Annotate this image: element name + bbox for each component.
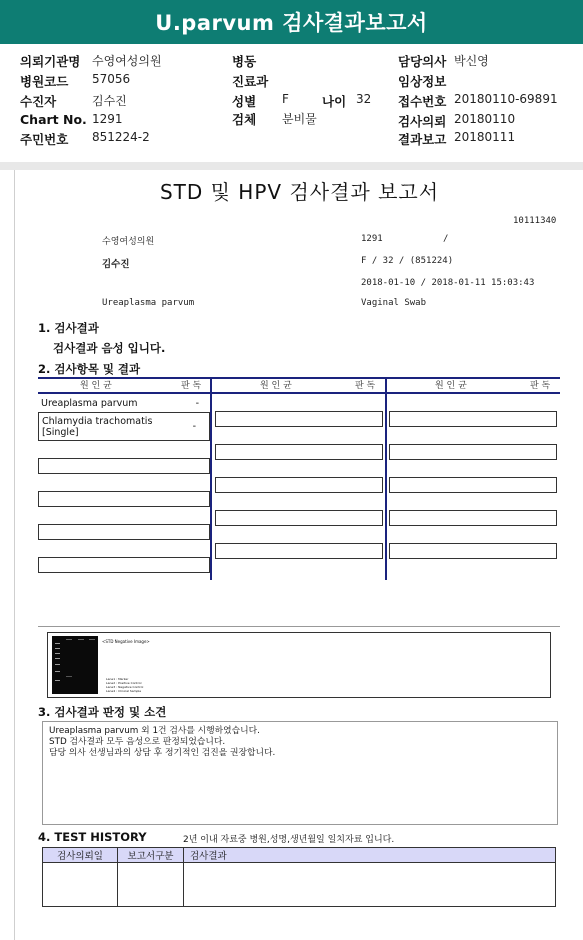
chart-value: 1291	[92, 112, 123, 126]
empty-result-box	[215, 411, 383, 427]
image-notes	[106, 677, 143, 693]
gel-band	[55, 658, 60, 659]
empty-result-box	[215, 444, 383, 460]
hospital-value: 수영여성의원	[92, 54, 162, 68]
gel-band	[66, 639, 72, 640]
ward-label: 병동	[232, 54, 257, 69]
history-cell	[43, 863, 118, 907]
receipt-label: 접수번호	[398, 94, 447, 109]
empty-result-box	[215, 477, 383, 493]
empty-result-box	[215, 510, 383, 526]
pathogen-result: -	[192, 421, 196, 432]
gel-band	[89, 639, 95, 640]
age-label: 나이	[322, 94, 347, 109]
pathogen-name: Ureaplasma parvum	[41, 398, 138, 409]
opinion-line: STD 검사결과 모두 음성으로 판정되었습니다.	[49, 737, 226, 747]
empty-result-box	[389, 477, 557, 493]
col-pathogen-1: 원 인 균	[80, 381, 112, 391]
grid-divider-1	[210, 377, 212, 580]
request-label: 검사의뢰	[398, 114, 447, 129]
gel-band	[55, 648, 60, 649]
col-result-1: 판 독	[181, 381, 202, 391]
chart-label: Chart No.	[20, 112, 87, 127]
dept-label: 진료과	[232, 74, 269, 89]
empty-result-box	[215, 543, 383, 559]
result-row	[41, 398, 209, 409]
patient-value: 김수진	[92, 94, 127, 108]
report-code: 10111340	[513, 216, 557, 226]
specimen-label: 검체	[232, 112, 257, 127]
history-cell	[118, 863, 184, 907]
image-note: Lane3 : Negative Control	[106, 685, 144, 689]
image-top-rule	[38, 626, 560, 627]
sex-label: 성별	[232, 94, 257, 109]
image-caption: <STD Negative Image>	[102, 639, 150, 644]
sex-value: F	[282, 92, 289, 106]
empty-result-box	[38, 557, 210, 573]
gel-band	[78, 639, 84, 640]
grid-divider-2	[385, 377, 387, 580]
gel-band	[55, 643, 60, 644]
gel-band	[55, 664, 60, 665]
grid-header-rule	[38, 392, 560, 394]
col-pathogen-3: 원 인 균	[435, 381, 467, 391]
doctor-label: 담당의사	[398, 54, 447, 69]
history-cell	[184, 863, 556, 907]
history-table	[42, 847, 556, 907]
report-date-label: 결과보고	[398, 132, 447, 147]
empty-result-box	[38, 491, 210, 507]
doc-sex-age: F / 32 / (851224)	[361, 256, 454, 266]
section-2-title: 2. 검사항목 및 결과	[38, 362, 141, 376]
doctor-value: 박신영	[454, 54, 489, 68]
doc-specimen: Vaginal Swab	[361, 298, 427, 308]
grid-top-rule	[38, 377, 560, 379]
resident-value: 851224-2	[92, 130, 150, 144]
table-row	[43, 863, 556, 907]
doc-chart-slash: /	[443, 234, 449, 244]
history-note: 2년 이내 자료중 병원,성명,생년월일 일치자료 입니다.	[183, 835, 395, 845]
col-result-3: 판 독	[530, 381, 551, 391]
history-col-header: 검사의뢰일	[43, 848, 118, 863]
gel-band	[55, 671, 60, 672]
hospital-label: 의뢰기관명	[20, 54, 81, 69]
empty-result-box	[389, 411, 557, 427]
doc-dates: 2018-01-10 / 2018-01-11 15:03:43	[361, 278, 535, 288]
result-text: 검사결과 음성 입니다.	[53, 341, 166, 355]
doc-patient: 김수진	[102, 259, 130, 270]
gel-electrophoresis-image	[52, 636, 98, 694]
request-value: 20180110	[454, 112, 516, 126]
report-header-title: U.parvum 검사결과보고서	[155, 11, 428, 35]
empty-result-box	[389, 510, 557, 526]
image-note: Lane2 : Positive Control	[106, 681, 142, 685]
document-title: STD 및 HPV 검사결과 보고서	[159, 180, 440, 204]
empty-result-box	[38, 458, 210, 474]
clinical-label: 임상정보	[398, 74, 447, 89]
history-col-header: 보고서구분	[118, 848, 184, 863]
patient-label: 수진자	[20, 94, 57, 109]
section-1-title: 1. 검사결과	[38, 321, 99, 335]
section-3-title: 3. 검사결과 판정 및 소견	[38, 705, 167, 719]
hospital-code-value: 57056	[92, 72, 131, 86]
resident-label: 주민번호	[20, 132, 69, 147]
patient-info-panel	[0, 44, 583, 162]
report-header	[0, 0, 583, 44]
doc-chart: 1291	[361, 234, 383, 244]
image-note: Lane4 : Clinical Sample	[106, 689, 142, 693]
specimen-value: 분비물	[282, 112, 317, 126]
section-separator	[0, 162, 583, 170]
report-date-value: 20180111	[454, 130, 516, 144]
opinion-line: 담당 의사 선생님과의 상담 후 정기적인 검진을 권장합니다.	[49, 748, 276, 758]
result-row	[38, 412, 210, 441]
history-col-header: 검사결과	[184, 848, 556, 863]
gel-band	[55, 653, 60, 654]
pathogen-name: Chlamydia trachomatis [Single]	[42, 415, 153, 438]
empty-result-box	[38, 524, 210, 540]
gel-band	[55, 680, 60, 681]
opinion-box	[42, 721, 558, 825]
col-pathogen-2: 원 인 균	[260, 381, 292, 391]
col-result-2: 판 독	[355, 381, 376, 391]
hospital-code-label: 병원코드	[20, 74, 69, 89]
section-4-title: 4. TEST HISTORY	[38, 830, 147, 844]
receipt-value: 20180110-69891	[454, 92, 558, 106]
report-document	[14, 170, 583, 940]
gel-image-panel	[47, 632, 551, 698]
opinion-line: Ureaplasma parvum 외 1건 검사를 시행하였습니다.	[49, 726, 260, 736]
age-value: 32	[356, 92, 372, 106]
empty-result-box	[389, 543, 557, 559]
doc-test-name: Ureaplasma parvum	[102, 298, 195, 308]
image-note: Lane1 : Marker	[106, 677, 129, 681]
gel-band	[66, 676, 72, 677]
empty-result-box	[389, 444, 557, 460]
pathogen-result: -	[195, 398, 199, 409]
doc-hospital: 수영여성의원	[102, 237, 155, 247]
